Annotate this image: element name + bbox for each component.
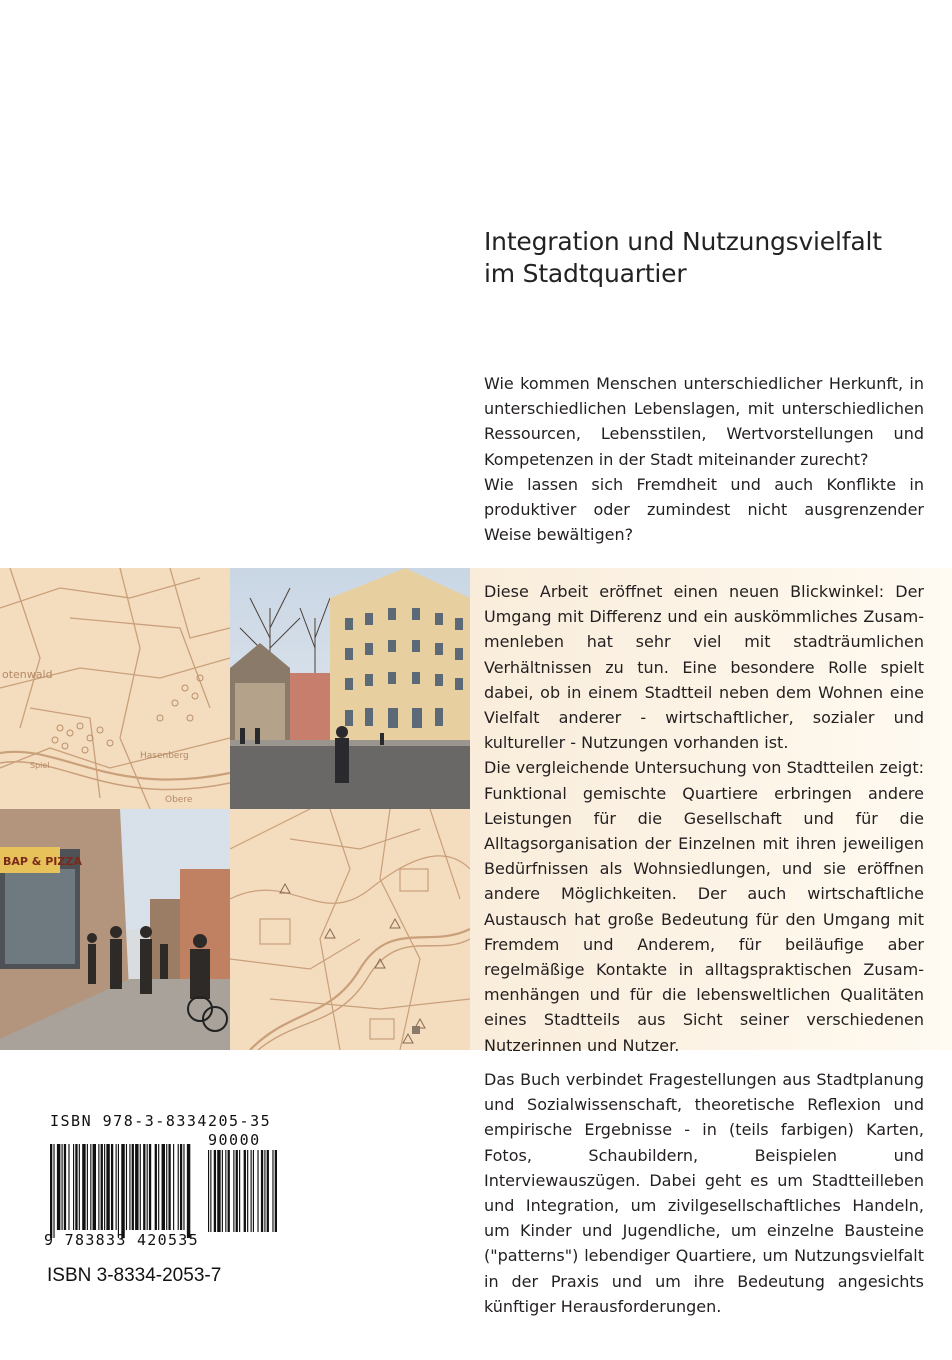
barcode-addon-bar	[257, 1150, 258, 1232]
barcode-bar	[111, 1144, 113, 1230]
barcode-bar	[82, 1144, 85, 1230]
barcode-bar	[90, 1144, 91, 1230]
barcode-bar	[155, 1144, 157, 1230]
barcode-bar	[180, 1144, 182, 1230]
barcode-bar	[187, 1144, 190, 1238]
barcode-addon-bar	[272, 1150, 273, 1232]
barcode-bar	[79, 1144, 80, 1230]
barcode-bar	[147, 1144, 148, 1230]
barcode-bar	[173, 1144, 174, 1230]
title-line-1: Integration und Nutzungsvielfalt	[484, 227, 882, 256]
barcode-bar	[101, 1144, 103, 1230]
barcode-addon-bar	[233, 1150, 234, 1232]
barcode-bar	[75, 1144, 77, 1230]
closing-text: Das Buch verbindet Fragestellungen aus Stadtplanung und Sozialwissenschaft, theoretische Reflexion und empirische Ergebnisse - in (teils farbigen) Karten, Fotos, Schaubildern, Beispielen und Interviewauszügen. Dabei geht es um Stadtteilleben und Integration, um zivilgesellschaftliches Handeln, um Kinder und Jugendliche, um einzelne Bausteine ("patterns") lebendiger Quartiere, um Nutzungsvielfalt in der Praxis und um ihre Bedeutung angesichts künftiger Herausforderungen.	[484, 1070, 924, 1316]
barcode-bar	[140, 1144, 141, 1230]
barcode-bar	[50, 1144, 52, 1238]
barcode-bar	[126, 1144, 127, 1230]
barcode-bar	[116, 1144, 117, 1230]
barcode-bar	[106, 1144, 109, 1230]
barcode-addon-bar	[267, 1150, 269, 1232]
barcode-addon-bar	[217, 1150, 220, 1232]
intro-text-1: Wie kommen Menschen unterschiedlicher Herkunft, in unterschiedlichen Lebenslagen, mit unterschiedlichen Ressourcen, Lebensstilen, Wertvorstellungen und Kompetenzen in der Stadt miteinander zurecht?	[484, 374, 924, 469]
barcode-addon-bar	[244, 1150, 246, 1232]
map-label-1: otenwald	[2, 668, 53, 681]
barcode-addon-bar	[210, 1150, 211, 1232]
barcode-bar	[93, 1144, 96, 1230]
street-photo-shops	[0, 809, 230, 1050]
street-photo-building	[230, 568, 470, 809]
barcode-bar	[121, 1144, 124, 1238]
barcode-bar	[143, 1144, 145, 1230]
map-label-2: Spiel	[30, 761, 50, 770]
map-image-top-left	[0, 568, 230, 809]
barcode-addon-bar	[261, 1150, 263, 1232]
barcode-bar	[104, 1144, 105, 1230]
barcode-bar	[178, 1144, 179, 1230]
barcode-bar	[57, 1144, 60, 1230]
barcode-bar	[158, 1144, 159, 1230]
barcode-addon-bar	[236, 1150, 238, 1232]
intro-text-2: Wie lassen sich Fremdheit und auch Konflikte in produktiver oder zumindest nicht ausgrenzender Weise bewältigen?	[484, 474, 924, 545]
barcode-bar	[129, 1144, 130, 1230]
barcode-addon-bar	[228, 1150, 230, 1232]
barcode-addon-bar	[251, 1150, 252, 1232]
closing-paragraph	[484, 1067, 924, 1319]
barcode-addon-bar	[208, 1150, 209, 1232]
title-line-2: im Stadtquartier	[484, 259, 687, 288]
barcode-addon-bar	[222, 1150, 223, 1232]
barcode-bar	[132, 1144, 134, 1230]
barcode-bar	[149, 1144, 151, 1230]
body-paragraph	[484, 579, 924, 1058]
barcode-bar	[73, 1144, 74, 1230]
barcode-bar	[53, 1144, 54, 1238]
book-title	[484, 226, 924, 290]
intro-paragraph	[484, 371, 924, 547]
barcode-bar	[183, 1144, 184, 1230]
barcode-addon-bar	[253, 1150, 254, 1232]
barcode-bar	[135, 1144, 138, 1230]
barcode-bar	[64, 1144, 66, 1230]
barcode-bar	[87, 1144, 88, 1230]
barcode-bar	[168, 1144, 170, 1230]
barcode-top-text: ISBN 978-3-8334205-35	[50, 1112, 272, 1130]
barcode-addon-bar	[214, 1150, 216, 1232]
barcode-bar	[98, 1144, 99, 1230]
map-label-3: Hasenberg	[140, 751, 189, 761]
isbn-number: ISBN 3-8334-2053-7	[47, 1265, 222, 1286]
body-text-2: Die vergleichende Untersuchung von Stadtteilen zeigt: Funktional gemischte Quartiere erbringen andere Leistungen für die Gesellschaft und für die Alltagsorganisation der Einzelnen mit ihren jeweiligen Bedürfnissen als Wohnsiedlungen, und sie eröffnen andere Möglichkeiten. Der auch wirtschaftliche Austausch hat große Bedeutung für den Umgang mit Fremdem und Anderem, für beiläufige aber regelmäßige Kontakte in alltagspraktischen Zusammenhängen und für die lebensweltlichen Qualitäten eines Stadtteils aus Sicht seiner verschiedenen Nutzerinnen und Nutzer.	[484, 758, 924, 1055]
barcode-bar	[162, 1144, 165, 1230]
body-text-1: Diese Arbeit eröffnet einen neuen Blickwinkel: Der Umgang mit Differenz und ein auskömmliches Zusammenleben hat sehr viel mit stadträumlichen Verhältnissen zu tun. Eine besondere Rolle spielt dabei, ob in einem Stadtteil neben dem Wohnen eine Vielfalt anderer - wirtschaftlicher, sozialer und kultureller - Nutzungen vorhanden ist.	[484, 582, 924, 753]
map-image-bottom-right	[230, 809, 470, 1050]
barcode-addon-bar	[264, 1150, 265, 1232]
barcode-bar	[62, 1144, 63, 1230]
barcode-addon-bar	[239, 1150, 240, 1232]
barcode-bar	[166, 1144, 167, 1230]
barcode-addon-bar	[225, 1150, 226, 1232]
map-label-4: Obere	[165, 795, 193, 805]
shop-sign: BAP & PIZZA	[3, 855, 82, 868]
barcode-addon-bar	[275, 1150, 277, 1232]
barcode-bar	[118, 1144, 119, 1238]
barcode-addon-bar	[247, 1150, 248, 1232]
barcode-digits: 9 783833 420535	[44, 1231, 199, 1249]
barcode-addon-text: 90000	[208, 1131, 261, 1149]
barcode-bar	[68, 1144, 69, 1230]
